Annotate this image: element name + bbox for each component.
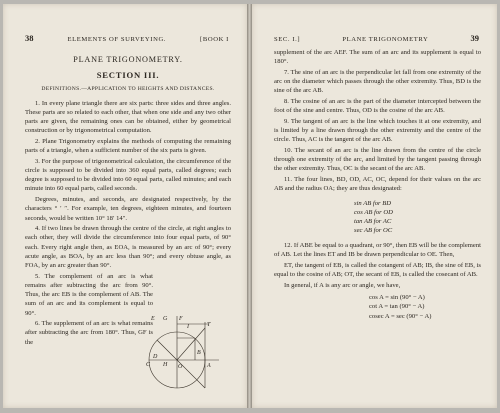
right-body [274, 48, 481, 322]
paragraph: supplement of the arc AEF. The sum of an arc and its supplement is equal to 180°. [274, 49, 481, 66]
table-row: cos AB for OD [354, 208, 393, 216]
table-row: tan AB for AC [354, 218, 392, 226]
left-running-head [25, 33, 229, 43]
paragraph: Degrees, minutes, and seconds, are designated respectively, by the characters ° ′ ″. For example, ten degrees, eighteen minutes, and fourteen seconds, would be written 10° 18′ 14″. [25, 196, 231, 222]
fig-label-i: I [187, 324, 189, 330]
trigonometry-circle-figure [143, 308, 223, 392]
paragraph: 10. The secant of an arc is the line drawn from the centre of the circle through one extremity of the arc, and limited by the tangent passing through the other extremity. Thus, OC is the secant of the arc AB. [274, 147, 481, 173]
right-page-number: 39 [470, 33, 479, 43]
paragraph: 1. In every plane triangle there are six parts: three sides and three angles. These parts are so related to each other, that when one side and any two other parts are given, the remaining ones can be obtained, either by geometrical construction or by trigonometrical computation. [25, 99, 231, 135]
table-row: sin AB for BD [354, 199, 392, 207]
left-running-title: ELEMENTS OF SURVEYING. [67, 36, 167, 43]
paragraph: 6. The supplement of an arc is what remains after subtracting the arc from 180°. Thus, GF is the [25, 320, 153, 346]
fig-label-g: G [163, 316, 168, 322]
left-body [25, 46, 231, 348]
paragraph: 7. The sine of an arc is the perpendicular let fall from one extremity of the arc on the diameter which passes through the other extremity. Thus, BD is the sine of the arc AB. [274, 68, 481, 95]
fig-label-t: T [207, 322, 211, 328]
fig-label-f: F [179, 316, 183, 322]
paragraph: ET, the tangent of EB, is called the cotangent of AB; IB, the sine of EB, is equal to the cosine of AB; OT, the secant of EB, is called the cosecant of AB. [274, 261, 481, 278]
paragraph: 4. If two lines be drawn through the centre of the circle, at right angles to each other, they will divide the circumference into four equal parts, of 90° each. Every right angle then, as EOA, is measured by an arc of 90°; every acute angle, as BOA, by an arc less than 90°; and every obtuse angle, as FOA, by an arc greater than 90°. [25, 225, 231, 270]
fig-label-d: D [153, 354, 158, 360]
paragraph: 12. If ABE be equal to a quadrant, or 90°, then EB will be the complement of AB. Let the lines ET and IB be drawn perpendicular to OE. Then, [274, 241, 481, 258]
left-page-number: 38 [25, 33, 34, 43]
paragraph: In general, if A is any arc or angle, we have, [284, 281, 401, 289]
fig-label-a: A [207, 363, 211, 369]
fig-label-o: O [178, 364, 183, 370]
paragraph: 5. The complement of an arc is what remains after subtracting the arc from 90°. Thus, the arc EB is the complement of AB. The sum of an arc and its complement is equal to 90°. [25, 272, 153, 317]
table-row: cot A = tan (90° − A) [369, 303, 425, 311]
paragraph: 11. The four lines, BD, OD, AC, OC, depend for their values on the arc AB and the radius OA; they are thus designated: [274, 176, 481, 193]
table-row: cosec A = sec (90° − A) [369, 312, 432, 320]
paragraph: 2. Plane Trigonometry explains the methods of computing the remaining parts of a triangle, when a sufficient number of the six parts is given. [25, 137, 231, 155]
right-running-head [274, 33, 479, 43]
fig-label-b: B [197, 350, 201, 356]
paragraph: 8. The cosine of an arc is the part of the diameter intercepted between the foot of the sine and centre. Thus, OD is the cosine of the arc AB. [274, 98, 481, 115]
fig-label-h: H [163, 362, 168, 368]
fig-label-c: C [146, 362, 151, 368]
definitions-heading: DEFINITIONS.—APPLICATION TO HEIGHTS AND DISTANCES. [41, 86, 215, 93]
trig-function-table [354, 199, 481, 236]
paragraph: 9. The tangent of an arc is the line which touches it at one extremity, and is limited by a line drawn through the other extremity and the centre of the circle. Thus, AC is the tangent of the arc AB. [274, 117, 481, 144]
table-row: cos A = sin (90° − A) [369, 293, 425, 301]
left-page [3, 4, 247, 408]
section-heading: SECTION III. [96, 70, 160, 81]
table-row: sec AB for OC [354, 227, 393, 235]
chapter-title: PLANE TRIGONOMETRY. [73, 55, 183, 64]
right-section-ref: SEC. I.] [274, 36, 301, 43]
fig-label-e: E [151, 316, 155, 322]
right-page [252, 4, 497, 408]
left-book-ref: [BOOK I [200, 36, 229, 43]
right-running-title: PLANE TRIGONOMETRY [342, 36, 429, 43]
complement-identity-table [369, 293, 481, 322]
paragraph: 3. For the purpose of trigonometrical calculation, the circumference of the circle is supposed to be divided into 360 equal parts, called degrees; each degree is supposed to be divided into 60 equal parts, called minutes; and each minute into 60 equal parts, called seconds. [25, 157, 231, 193]
